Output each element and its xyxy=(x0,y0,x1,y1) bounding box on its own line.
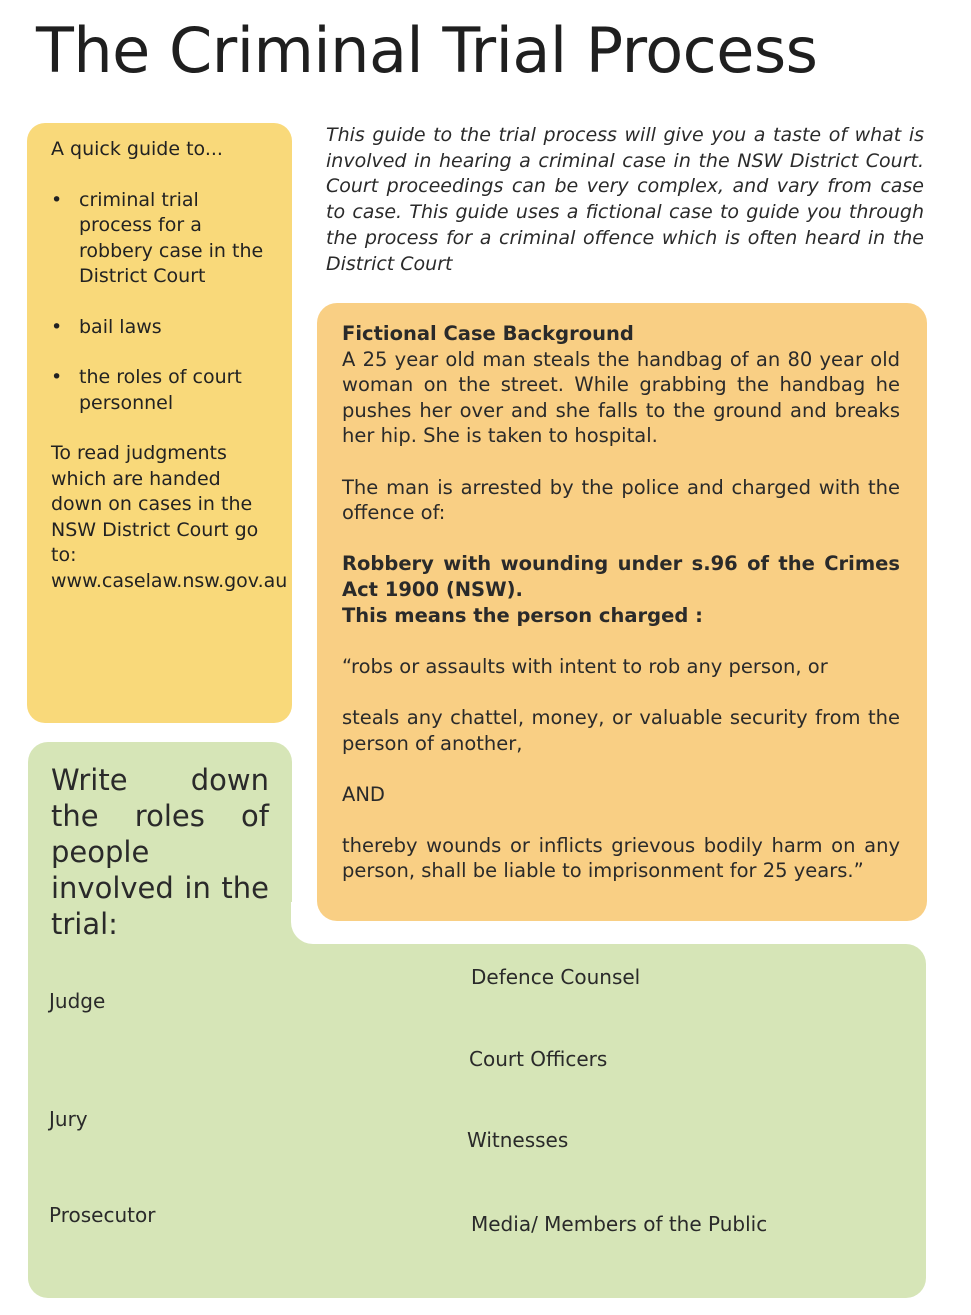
charge-text: Robbery with wounding under s.96 of the Crimes Act 1900 (NSW). xyxy=(342,552,900,601)
role-defence-counsel: Defence Counsel xyxy=(471,965,641,989)
quote-line-1: “robs or assaults with intent to rob any person, or xyxy=(342,654,828,678)
case-background-panel xyxy=(317,303,927,921)
role-media: Media/ Members of the Public xyxy=(471,1212,768,1236)
case-background-content xyxy=(342,321,900,884)
quote-line-2: steals any chattel, money, or valuable security from the person of another, xyxy=(342,705,900,755)
quote-line-3: thereby wounds or inflicts grievous bodily harm on any person, shall be liable to imprisonment for 25 years.” xyxy=(342,833,900,883)
case-heading: Fictional Case Background xyxy=(342,322,634,345)
page-title: The Criminal Trial Process xyxy=(36,14,818,87)
quote-and: AND xyxy=(342,782,385,806)
list-item-text: the roles of court personnel xyxy=(79,366,242,414)
role-judge: Judge xyxy=(49,989,106,1013)
caselaw-note: To read judgments which are handed down on cases in the NSW District Court go to: www.caselaw.nsw.gov.au xyxy=(51,442,288,592)
quick-guide-content xyxy=(51,137,288,594)
intro-paragraph: This guide to the trial process will give you a taste of what is involved in hearing a criminal case in the NSW District Court. Court proceedings can be very complex, and vary from case to case. This guide uses a fictional case to guide you through the process for a criminal offence which is often heard in the District Court xyxy=(326,124,924,275)
charge-meaning: This means the person charged : xyxy=(342,603,703,627)
list-item xyxy=(51,365,276,416)
activity-heading: Write down the roles of people involved in the trial: xyxy=(51,763,269,941)
list-item xyxy=(51,315,276,341)
bullet-icon: • xyxy=(51,188,63,211)
bullet-icon: • xyxy=(51,366,63,388)
role-witnesses: Witnesses xyxy=(467,1128,569,1152)
role-prosecutor: Prosecutor xyxy=(49,1203,156,1227)
list-item-text: bail laws xyxy=(79,315,162,338)
activity-panel-bottom xyxy=(28,944,926,1298)
quick-guide-heading: A quick guide to... xyxy=(51,138,223,160)
list-item xyxy=(51,188,276,290)
case-facts: A 25 year old man steals the handbag of an 80 year old woman on the street. While grabbing the handbag he pushes her over and she falls to the ground and breaks her hip. She is taken to hospital. xyxy=(342,347,900,448)
quick-guide-panel xyxy=(27,123,292,723)
bullet-icon: • xyxy=(51,315,63,338)
role-court-officers: Court Officers xyxy=(469,1047,608,1071)
arrest-text: The man is arrested by the police and charged with the offence of: xyxy=(342,475,900,525)
quick-guide-list xyxy=(51,188,276,417)
role-jury: Jury xyxy=(49,1107,88,1131)
list-item-text: criminal trial process for a robbery case in the District Court xyxy=(79,188,264,287)
